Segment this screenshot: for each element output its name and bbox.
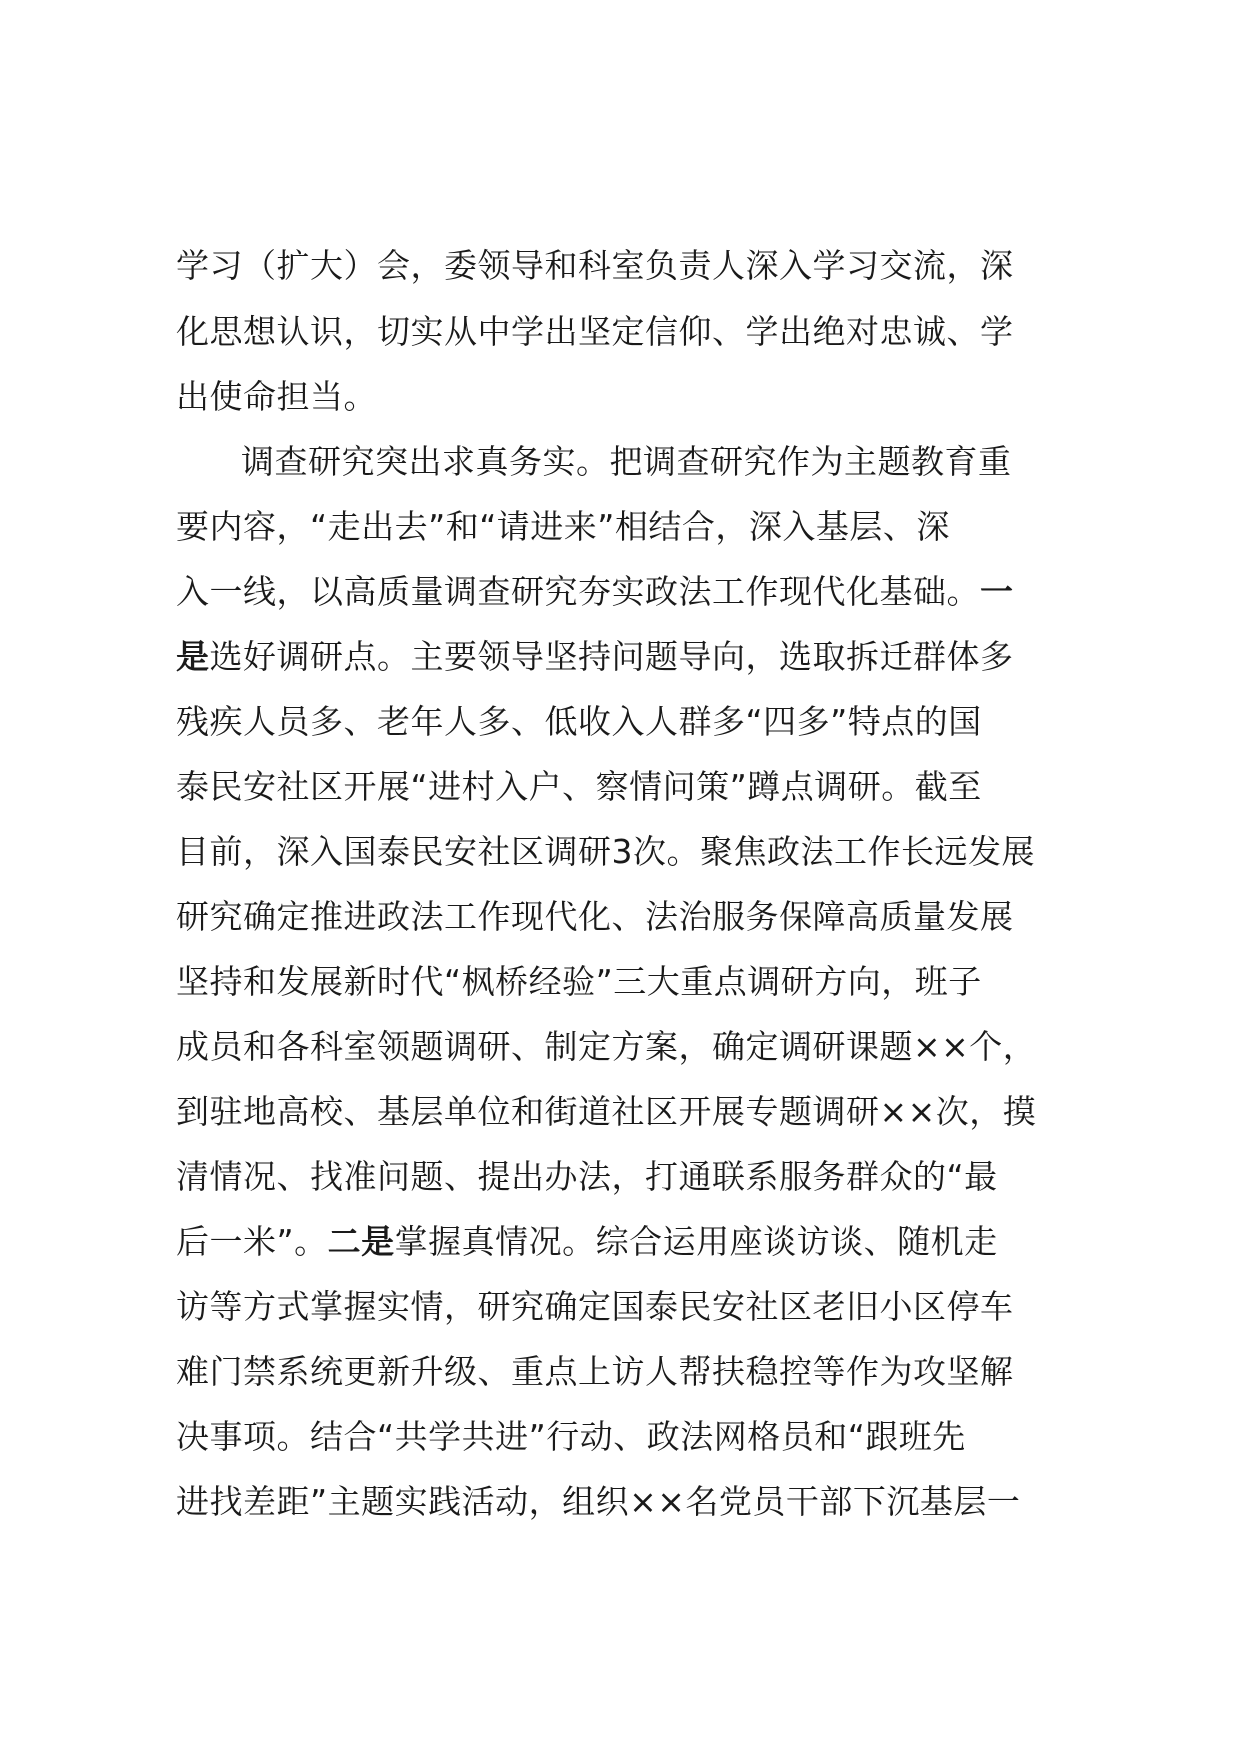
text-line: 难门禁系统更新升级、重点上访人帮扶稳控等作为攻坚解 bbox=[176, 1352, 1014, 1391]
text-line: 决事项。结合“共学共进”行动、政法网格员和“跟班先 bbox=[176, 1417, 966, 1456]
text-line: 坚持和发展新时代“枫桥经验”三大重点调研方向，班子 bbox=[176, 962, 982, 1001]
bold-marker: 是 bbox=[176, 637, 210, 676]
bold-marker: 二是 bbox=[327, 1222, 395, 1261]
text-span: 选好调研点。主要领导坚持问题导向，选取拆迁群体多 bbox=[209, 637, 1014, 676]
text-line: 泰民安社区开展“进村入户、察情问策”蹲点调研。截至 bbox=[176, 767, 982, 806]
text-line: 成员和各科室领题调研、制定方案，确定调研课题××个， bbox=[176, 1027, 1037, 1066]
text-line bbox=[176, 566, 1014, 618]
text-line: 目前，深入国泰民安社区调研3次。聚焦政法工作长远发展 bbox=[176, 832, 1035, 871]
text-line: 学习（扩大）会，委领导和科室负责人深入学习交流，深 bbox=[176, 246, 1014, 285]
text-line: 清情况、找准问题、提出办法，打通联系服务群众的“最 bbox=[176, 1157, 998, 1196]
text-line: 进找差距”主题实践活动，组织××名党员干部下沉基层一 bbox=[176, 1482, 1021, 1521]
bold-marker: 一 bbox=[980, 572, 1014, 611]
text-line: 化思想认识，切实从中学出坚定信仰、学出绝对忠诚、学 bbox=[176, 312, 1014, 351]
text-span: 入一线，以高质量调查研究夯实政法工作现代化基础。 bbox=[176, 572, 980, 611]
text-line: 残疾人员多、老年人多、低收入人群多“四多”特点的国 bbox=[176, 702, 982, 741]
text-line: 研究确定推进政法工作现代化、法治服务保障高质量发展 bbox=[176, 897, 1014, 936]
text-span: 掌握真情况。综合运用座谈访谈、随机走 bbox=[394, 1222, 998, 1261]
text-line: 出使命担当。 bbox=[176, 377, 377, 416]
text-line: 到驻地高校、基层单位和街道社区开展专题调研××次，摸 bbox=[176, 1092, 1037, 1131]
paragraph-heading-line: 调查研究突出求真务实。把调查研究作为主题教育重 bbox=[241, 442, 1012, 481]
text-line: 要内容，“走出去”和“请进来”相结合，深入基层、深 bbox=[176, 507, 950, 546]
text-line bbox=[176, 631, 1014, 683]
text-line: 访等方式掌握实情，研究确定国泰民安社区老旧小区停车 bbox=[176, 1287, 1014, 1326]
text-line bbox=[176, 1216, 998, 1268]
text-span: 后一米”。 bbox=[176, 1222, 328, 1261]
